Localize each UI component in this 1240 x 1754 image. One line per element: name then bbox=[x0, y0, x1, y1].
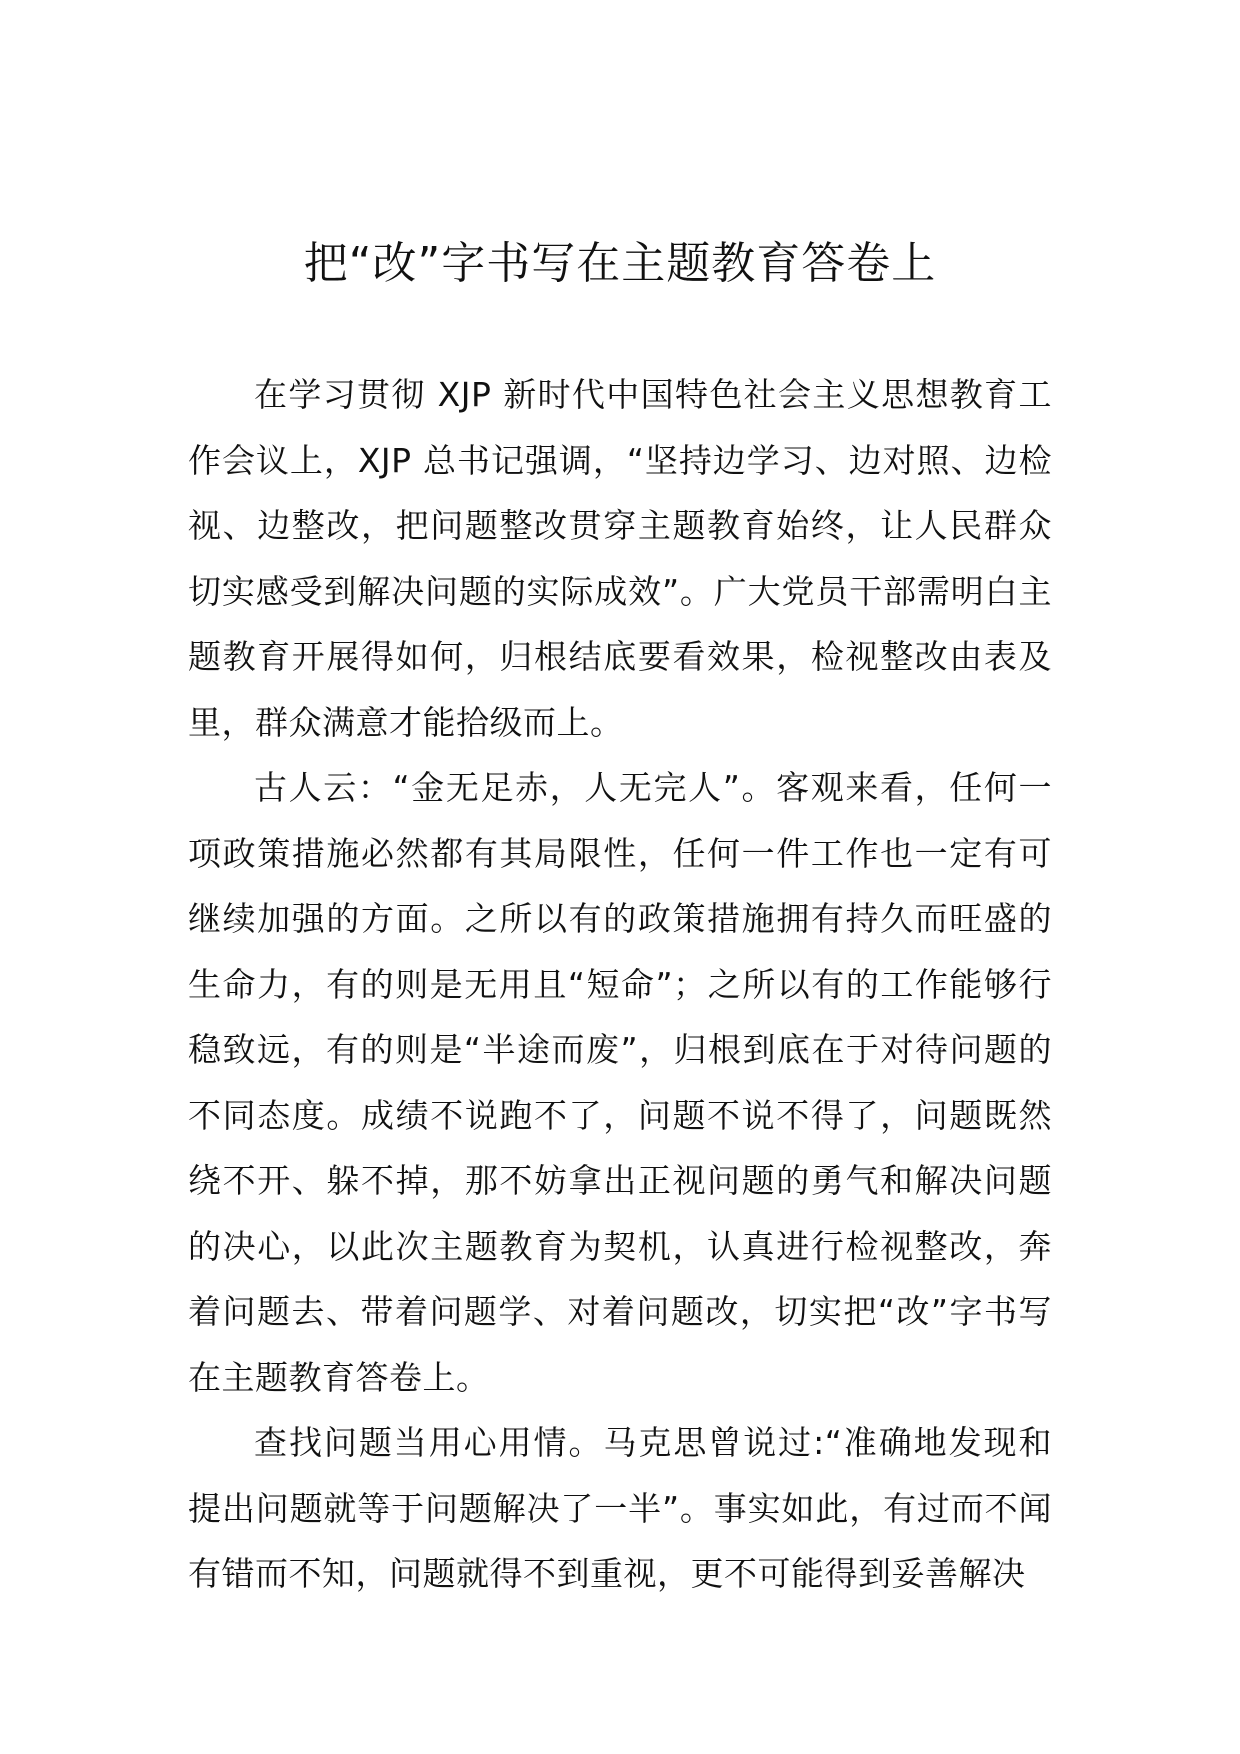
paragraph-intro: 在学习贯彻 XJP 新时代中国特色社会主义思想教育工作会议上，XJP 总书记强调，“坚持边学习、边对照、边检视、边整改，把问题整改贯穿主题教育始终，让人民群众切实感受到解决问题的实际成效”。广大党员干部需明白主题教育开展得如何，归根结底要看效果，检视整改由表及里，群众满意才能拾级而上。 bbox=[188, 375, 1052, 742]
document-title: 把“改”字书写在主题教育答卷上 bbox=[303, 238, 937, 289]
document-body bbox=[188, 362, 1052, 1607]
paragraph-finding-problems: 查找问题当用心用情。马克思曾说过:“准确地发现和提出问题就等于问题解决了一半”。事实如此，有过而不闻有错而不知，问题就得不到重视，更不可能得到妥善解决 bbox=[188, 1423, 1052, 1593]
paragraph-ancient-saying: 古人云：“金无足赤，人无完人”。客观来看，任何一项政策措施必然都有其局限性，任何一件工作也一定有可继续加强的方面。之所以有的政策措施拥有持久而旺盛的生命力，有的则是无用且“短命”；之所以有的工作能够行稳致远，有的则是“半途而废”，归根到底在于对待问题的不同态度。成绩不说跑不了，问题不说不得了，问题既然绕不开、躲不掉，那不妨拿出正视问题的勇气和解决问题的决心，以此次主题教育为契机，认真进行检视整改，奔着问题去、带着问题学、对着问题改，切实把“改”字书写在主题教育答卷上。 bbox=[188, 768, 1052, 1397]
